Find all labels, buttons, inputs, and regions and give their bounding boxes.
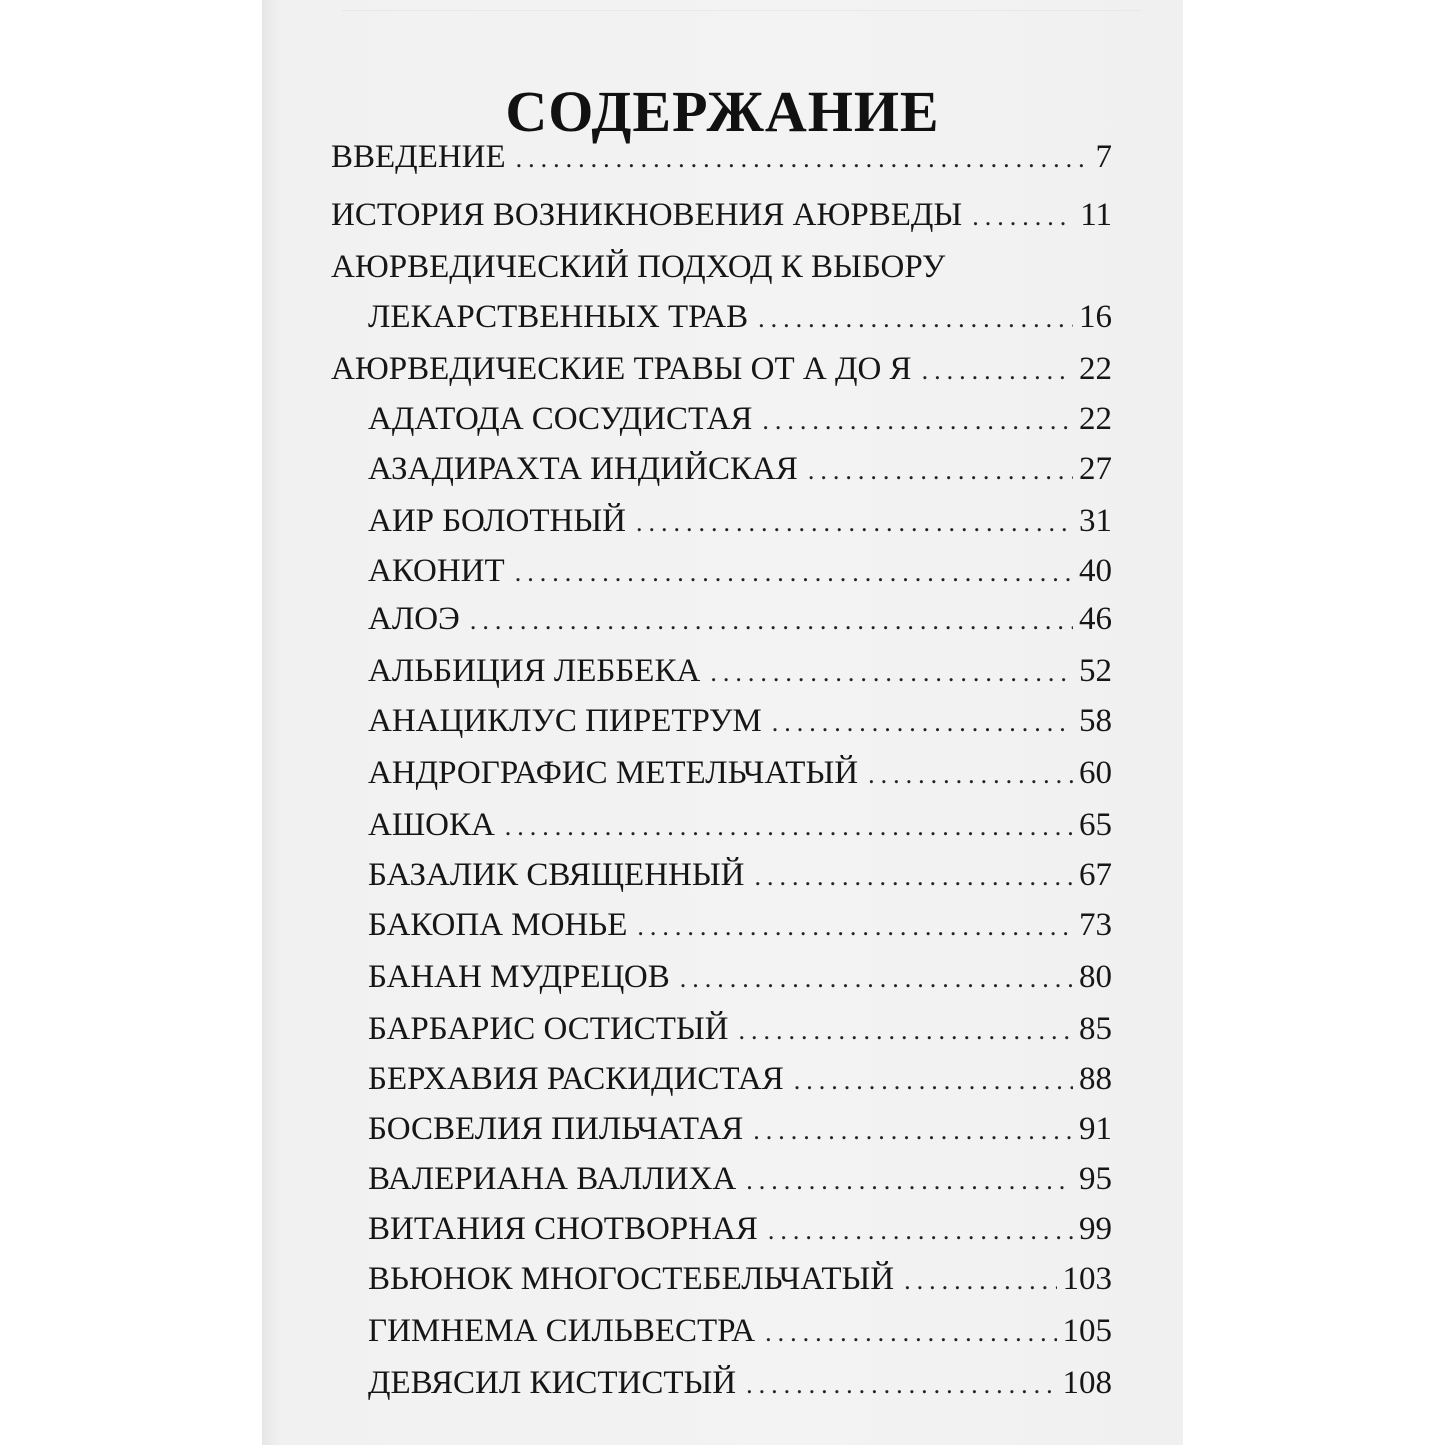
- toc-entry-title: АЗАДИРАХТА ИНДИЙСКАЯ: [368, 451, 798, 487]
- dot-leader: [972, 192, 1074, 242]
- toc-entry-title: ВАЛЕРИАНА ВАЛЛИХА: [368, 1161, 737, 1197]
- toc-entry-page-number: 40: [1079, 553, 1112, 589]
- toc-entry-page-number: 7: [1095, 139, 1112, 175]
- toc-entry-page-number: 80: [1079, 959, 1112, 995]
- toc-entry[interactable]: [368, 1004, 1112, 1054]
- toc-entry[interactable]: [368, 594, 1112, 644]
- toc-entry-title: АКОНИТ: [368, 553, 505, 589]
- book-page: [262, 0, 1183, 1445]
- toc-entry-page-number: 58: [1079, 703, 1112, 739]
- toc-entry-page-number: 108: [1062, 1365, 1112, 1401]
- toc-entry[interactable]: [368, 1154, 1112, 1204]
- toc-entry-page-number: 88: [1079, 1061, 1112, 1097]
- dot-leader: [794, 1056, 1073, 1106]
- toc-entry-page-number: 85: [1079, 1011, 1112, 1047]
- dot-leader: [636, 498, 1073, 548]
- toc-entry-title: АЛОЭ: [368, 601, 460, 637]
- toc-entry-title: ГИМНЕМА СИЛЬВЕСТРА: [368, 1313, 756, 1349]
- toc-entry[interactable]: [331, 242, 1112, 292]
- dot-leader: [765, 1308, 1056, 1358]
- toc-entry-page-number: 95: [1079, 1161, 1112, 1197]
- toc-entry[interactable]: [331, 344, 1112, 394]
- toc-entry-title: ВИТАНИЯ СНОТВОРНАЯ: [368, 1211, 758, 1247]
- dot-leader: [808, 446, 1073, 496]
- toc-entry-title: ИСТОРИЯ ВОЗНИКНОВЕНИЯ АЮРВЕДЫ: [331, 197, 963, 233]
- dot-leader: [772, 698, 1073, 748]
- toc-entry-title: АДАТОДА СОСУДИСТАЯ: [368, 401, 753, 437]
- dot-leader: [516, 134, 1090, 184]
- dot-leader: [922, 346, 1073, 396]
- toc-entry-page-number: 22: [1079, 401, 1112, 437]
- toc-entry-title: БАКОПА МОНЬЕ: [368, 907, 628, 943]
- page-title: СОДЕРЖАНИЕ: [505, 78, 940, 144]
- toc-entry[interactable]: [368, 1254, 1112, 1304]
- dot-leader: [768, 1206, 1073, 1256]
- toc-entry-page-number: 27: [1079, 451, 1112, 487]
- toc-entry-title: ВЬЮНОК МНОГОСТЕБЕЛЬЧАТЫЙ: [368, 1261, 895, 1297]
- toc-entry-title: БЕРХАВИЯ РАСКИДИСТАЯ: [368, 1061, 784, 1097]
- toc-entry-page-number: 105: [1062, 1313, 1112, 1349]
- running-head-rule: [342, 0, 1142, 11]
- toc-entry[interactable]: [331, 132, 1112, 182]
- toc-entry[interactable]: [368, 952, 1112, 1002]
- dot-leader: [470, 596, 1073, 646]
- toc-entry-page-number: 99: [1079, 1211, 1112, 1247]
- toc-entry-title: АНДРОГРАФИС МЕТЕЛЬЧАТЫЙ: [368, 755, 859, 791]
- toc-entry[interactable]: [368, 444, 1112, 494]
- toc-entry-page-number: 11: [1080, 197, 1112, 233]
- toc-entry[interactable]: [368, 1358, 1112, 1408]
- toc-entry-title: АШОКА: [368, 807, 495, 843]
- toc-entry-page-number: 31: [1079, 503, 1112, 539]
- toc-entry-title: ЛЕКАРСТВЕННЫХ ТРАВ: [368, 299, 749, 335]
- toc-entry-title: БАРБАРИС ОСТИСТЫЙ: [368, 1011, 729, 1047]
- toc-entry[interactable]: [368, 394, 1112, 444]
- toc-entry[interactable]: [368, 1204, 1112, 1254]
- toc-entry-title: АЛЬБИЦИЯ ЛЕББЕКА: [368, 653, 701, 689]
- dot-leader: [758, 294, 1073, 344]
- dot-leader: [739, 1006, 1073, 1056]
- toc-entry[interactable]: [368, 696, 1112, 746]
- dot-leader: [762, 396, 1073, 446]
- toc-entry-title: ВВЕДЕНИЕ: [331, 139, 506, 175]
- toc-entry[interactable]: [331, 190, 1112, 240]
- toc-entry-page-number: 67: [1079, 857, 1112, 893]
- toc-entry-page-number: 91: [1079, 1111, 1112, 1147]
- dot-leader: [515, 548, 1073, 598]
- dot-leader: [710, 648, 1073, 698]
- toc-entry[interactable]: [368, 496, 1112, 546]
- toc-entry[interactable]: [368, 292, 1112, 342]
- dot-leader: [746, 1156, 1073, 1206]
- toc-entry-title: АИР БОЛОТНЫЙ: [368, 503, 626, 539]
- toc-entry-page-number: 73: [1079, 907, 1112, 943]
- toc-entry[interactable]: [368, 748, 1112, 798]
- dot-leader: [754, 852, 1073, 902]
- dot-leader: [746, 1360, 1056, 1410]
- dot-leader: [505, 802, 1073, 852]
- toc-entry-page-number: 103: [1062, 1261, 1112, 1297]
- toc-entry-page-number: 52: [1079, 653, 1112, 689]
- toc-entry-title: БОСВЕЛИЯ ПИЛЬЧАТАЯ: [368, 1111, 744, 1147]
- toc-entry[interactable]: [368, 1104, 1112, 1154]
- toc-entry-page-number: 60: [1079, 755, 1112, 791]
- toc-entry[interactable]: [368, 546, 1112, 596]
- dot-leader: [904, 1256, 1056, 1306]
- toc-entry-title: АЮРВЕДИЧЕСКИЕ ТРАВЫ ОТ А ДО Я: [331, 351, 912, 387]
- dot-leader: [868, 750, 1073, 800]
- dot-leader: [637, 902, 1073, 952]
- toc-entry-page-number: 16: [1079, 299, 1112, 335]
- toc-entry-page-number: 46: [1079, 601, 1112, 637]
- toc-entry-page-number: 22: [1079, 351, 1112, 387]
- toc-entry[interactable]: [368, 800, 1112, 850]
- dot-leader: [680, 954, 1073, 1004]
- toc-entry[interactable]: [368, 646, 1112, 696]
- toc-entry-title: АНАЦИКЛУС ПИРЕТРУМ: [368, 703, 762, 739]
- toc-entry-title: БАЗАЛИК СВЯЩЕННЫЙ: [368, 857, 745, 893]
- toc-entry-page-number: 65: [1079, 807, 1112, 843]
- toc-entry-title: БАНАН МУДРЕЦОВ: [368, 959, 670, 995]
- toc-entry-title: ДЕВЯСИЛ КИСТИСТЫЙ: [368, 1365, 737, 1401]
- toc-entry[interactable]: [368, 1306, 1112, 1356]
- toc-entry[interactable]: [368, 1054, 1112, 1104]
- toc-entry[interactable]: [368, 850, 1112, 900]
- dot-leader: [753, 1106, 1073, 1156]
- toc-entry-title: АЮРВЕДИЧЕСКИЙ ПОДХОД К ВЫБОРУ: [331, 249, 946, 285]
- toc-entry[interactable]: [368, 900, 1112, 950]
